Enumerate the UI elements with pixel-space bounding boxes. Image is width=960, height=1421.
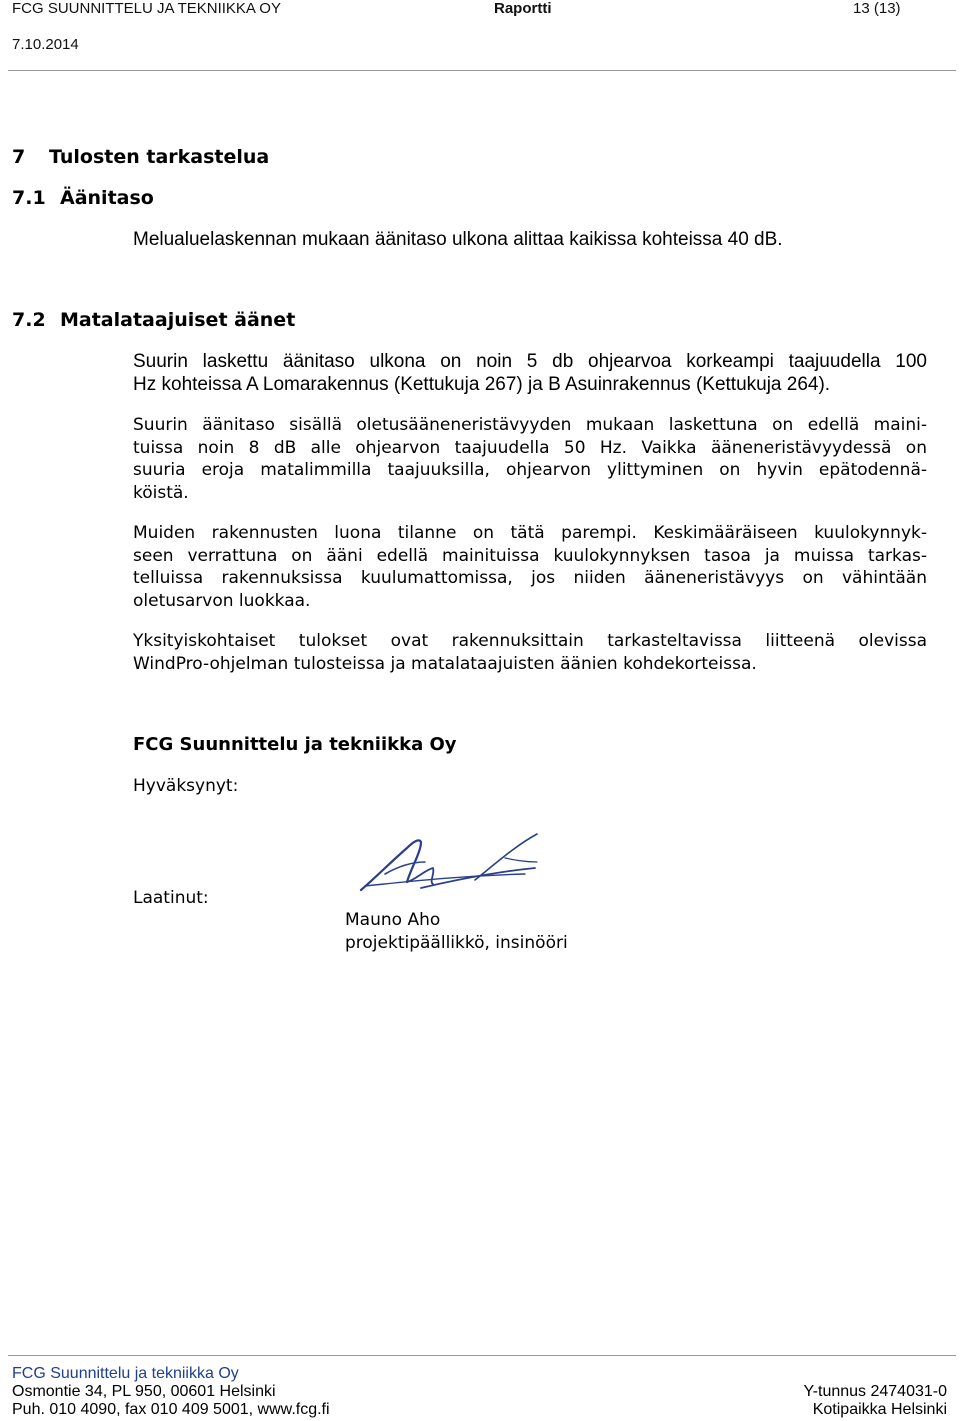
paragraph-2 <box>133 414 927 504</box>
author-role: projektipäällikkö, insinööri <box>345 933 568 953</box>
signature-company: FCG Suunnittelu ja tekniikka Oy <box>133 734 457 755</box>
paragraph-line: Suurin laskettu äänitaso ulkona on noin 5 db ohjearvoa korkeampi taajuudella 100 <box>133 351 927 372</box>
section-number: 7 <box>12 146 26 168</box>
section-7-heading <box>12 146 269 168</box>
paragraph-line: WindPro-ohjelman tulosteissa ja matalataajuisten äänien kohdekorteissa. <box>133 653 757 674</box>
section-7-1-heading <box>12 187 154 209</box>
header-page-number: 13 (13) <box>853 0 901 17</box>
paragraph-line: seen verrattuna on ääni edellä mainituissa kuulokynnyksen tasoa ja muissa tarkas- <box>133 545 927 566</box>
header-doc-type: Raportti <box>494 0 552 17</box>
section-7-1-text: Melualuelaskennan mukaan äänitaso ulkona alittaa kaikissa kohteissa 40 dB. <box>133 229 783 250</box>
section-7-2-heading <box>12 309 295 331</box>
author-name: Mauno Aho <box>345 910 441 930</box>
paragraph-line: Muiden rakennusten luona tilanne on tätä parempi. Keskimääräiseen kuulokynnyk- <box>133 523 927 543</box>
paragraph-line: tuissa noin 8 dB alle ohjearvon taajuudella 50 Hz. Vaikka ääneneristävyydessä on <box>133 437 927 458</box>
footer-address: Osmontie 34, PL 950, 00601 Helsinki <box>12 1383 276 1400</box>
header-divider <box>8 70 956 71</box>
paragraph-line: oletusarvon luokkaa. <box>133 590 311 611</box>
section-title: Äänitaso <box>60 187 154 209</box>
footer-domicile: Kotipaikka Helsinki <box>812 1401 947 1418</box>
paragraph-3 <box>133 522 927 612</box>
prepared-label: Laatinut: <box>133 888 209 908</box>
paragraph-line: köistä. <box>133 482 189 503</box>
section-title: Tulosten tarkastelua <box>49 146 270 168</box>
paragraph-line: Suurin äänitaso sisällä oletusääneneristävyyden mukaan laskettuna on edellä maini- <box>133 415 927 435</box>
header-company: FCG SUUNNITTELU JA TEKNIIKKA OY <box>12 0 281 17</box>
section-number: 7.2 <box>12 309 46 331</box>
paragraph-1 <box>133 350 927 396</box>
section-title: Matalataajuiset äänet <box>60 309 296 331</box>
header-date: 7.10.2014 <box>12 36 79 53</box>
approved-label: Hyväksynyt: <box>133 776 239 796</box>
paragraph-4 <box>133 630 927 675</box>
footer-divider <box>8 1355 956 1356</box>
paragraph-line: Yksityiskohtaiset tulokset ovat rakennuksittain tarkasteltavissa liitteenä olevissa <box>133 631 927 651</box>
section-number: 7.1 <box>12 187 46 209</box>
footer-business-id: Y-tunnus 2474031-0 <box>803 1383 947 1400</box>
footer-contact: Puh. 010 4090, fax 010 409 5001, www.fcg.fi <box>12 1401 330 1418</box>
footer-company: FCG Suunnittelu ja tekniikka Oy <box>12 1365 239 1382</box>
paragraph-line: Hz kohteissa A Lomarakennus (Kettukuja 267) ja B Asuinrakennus (Kettukuja 264). <box>133 374 831 395</box>
paragraph-line: suuria eroja matalimmilla taajuuksilla, ohjearvon ylittyminen on hyvin epätodennä- <box>133 460 927 480</box>
paragraph-line: telluissa rakennuksissa kuulumattomissa, jos niiden ääneneristävyys on vähintään <box>133 568 927 588</box>
handwritten-signature <box>355 828 545 898</box>
